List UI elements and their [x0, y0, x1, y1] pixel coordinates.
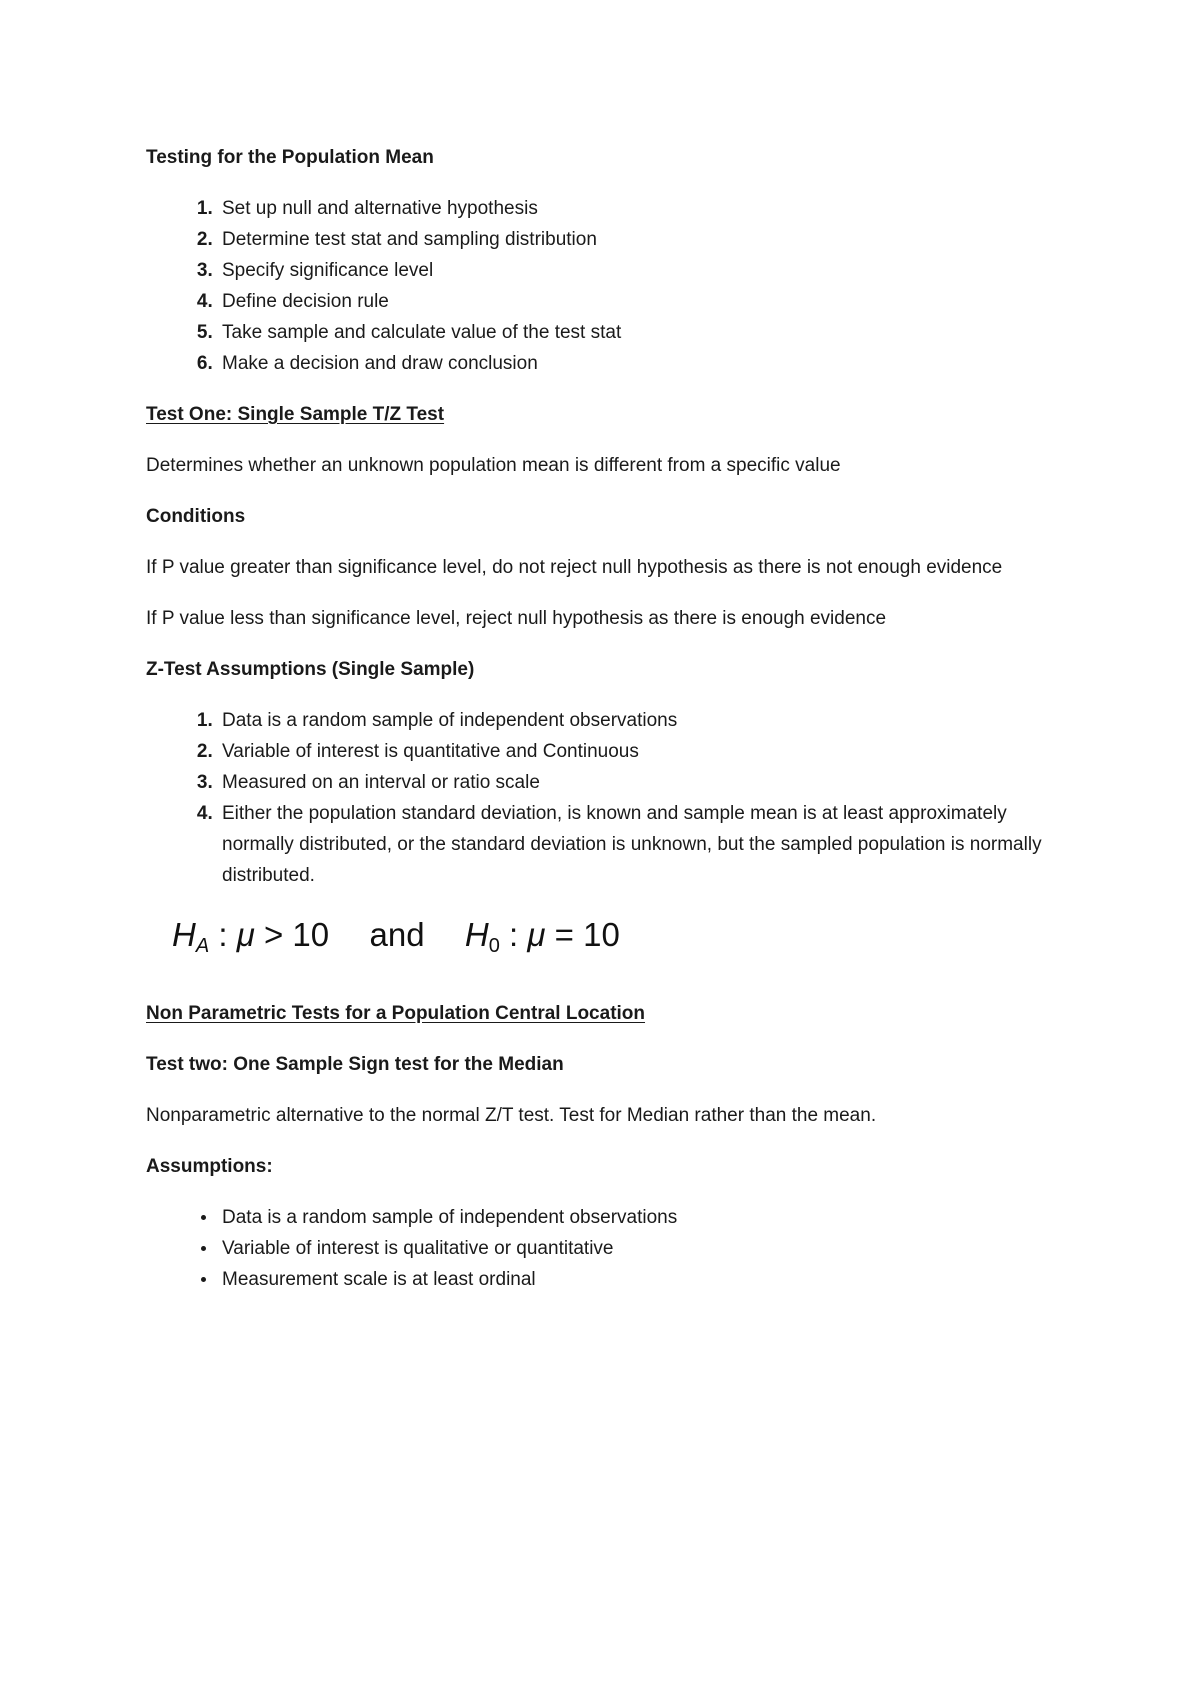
formula-value-2: 10: [583, 916, 620, 953]
formula-sub-a: A: [195, 935, 210, 957]
test-one-description: Determines whether an unknown population mean is different from a specific value: [146, 455, 841, 476]
formula-h-null: H: [464, 916, 489, 953]
formula-colon-1: :: [218, 916, 228, 953]
condition-reject: If P value less than significance level, reject null hypothesis as there is enough evidence: [146, 608, 887, 629]
list-item: • Variable of interest is qualitative or quantitative: [218, 1233, 1066, 1264]
formula-and: and: [369, 916, 425, 953]
test-one-title: Test One: Single Sample T/Z Test: [146, 404, 445, 425]
list-item: 4. Define decision rule: [218, 286, 1066, 317]
nonparametric-title: Non Parametric Tests for a Population Central Location: [146, 1003, 646, 1024]
formula-sub-0: 0: [488, 935, 500, 957]
list-item: • Data is a random sample of independent observations: [218, 1202, 1066, 1233]
testing-steps-list: [146, 193, 1066, 379]
formula-gt: >: [263, 916, 284, 953]
condition-not-reject: If P value greater than significance level, do not reject null hypothesis as there is not enough evidence: [146, 557, 1003, 578]
list-item: 1. Set up null and alternative hypothesis: [218, 193, 1066, 224]
list-item: 4. Either the population standard deviation, is known and sample mean is at least approximately normally distributed, or the standard deviation is unknown, but the sampled population is normally distributed.: [218, 798, 1066, 891]
list-item: • Measurement scale is at least ordinal: [218, 1264, 1066, 1295]
formula-colon-2: :: [509, 916, 519, 953]
list-item: 3. Measured on an interval or ratio scale: [218, 767, 1066, 798]
list-item: 2. Variable of interest is quantitative and Continuous: [218, 736, 1066, 767]
list-item: 3. Specify significance level: [218, 255, 1066, 286]
list-item: 6. Make a decision and draw conclusion: [218, 348, 1066, 379]
z-test-assumptions-list: [146, 705, 1066, 891]
z-test-assumptions-heading: Z-Test Assumptions (Single Sample): [146, 659, 475, 680]
formula-mu-2: μ: [527, 916, 546, 953]
list-item: 1. Data is a random sample of independent observations: [218, 705, 1066, 736]
formula-eq: =: [554, 916, 574, 953]
section-title-population-mean: Testing for the Population Mean: [146, 147, 434, 168]
formula-value-1: 10: [292, 916, 330, 953]
hypothesis-formula: [172, 915, 1066, 966]
list-item: 2. Determine test stat and sampling distribution: [218, 224, 1066, 255]
sign-test-assumptions-heading: Assumptions:: [146, 1156, 273, 1177]
formula-mu-1: μ: [236, 916, 255, 953]
test-two-description: Nonparametric alternative to the normal Z/T test. Test for Median rather than the mean.: [146, 1105, 877, 1126]
formula-h-alt: H: [172, 916, 196, 953]
conditions-heading: Conditions: [146, 506, 246, 527]
list-item: 5. Take sample and calculate value of the test stat: [218, 317, 1066, 348]
test-two-title: Test two: One Sample Sign test for the Median: [146, 1054, 564, 1075]
document-page: [146, 142, 1066, 1315]
sign-test-assumptions-list: [146, 1202, 1066, 1295]
